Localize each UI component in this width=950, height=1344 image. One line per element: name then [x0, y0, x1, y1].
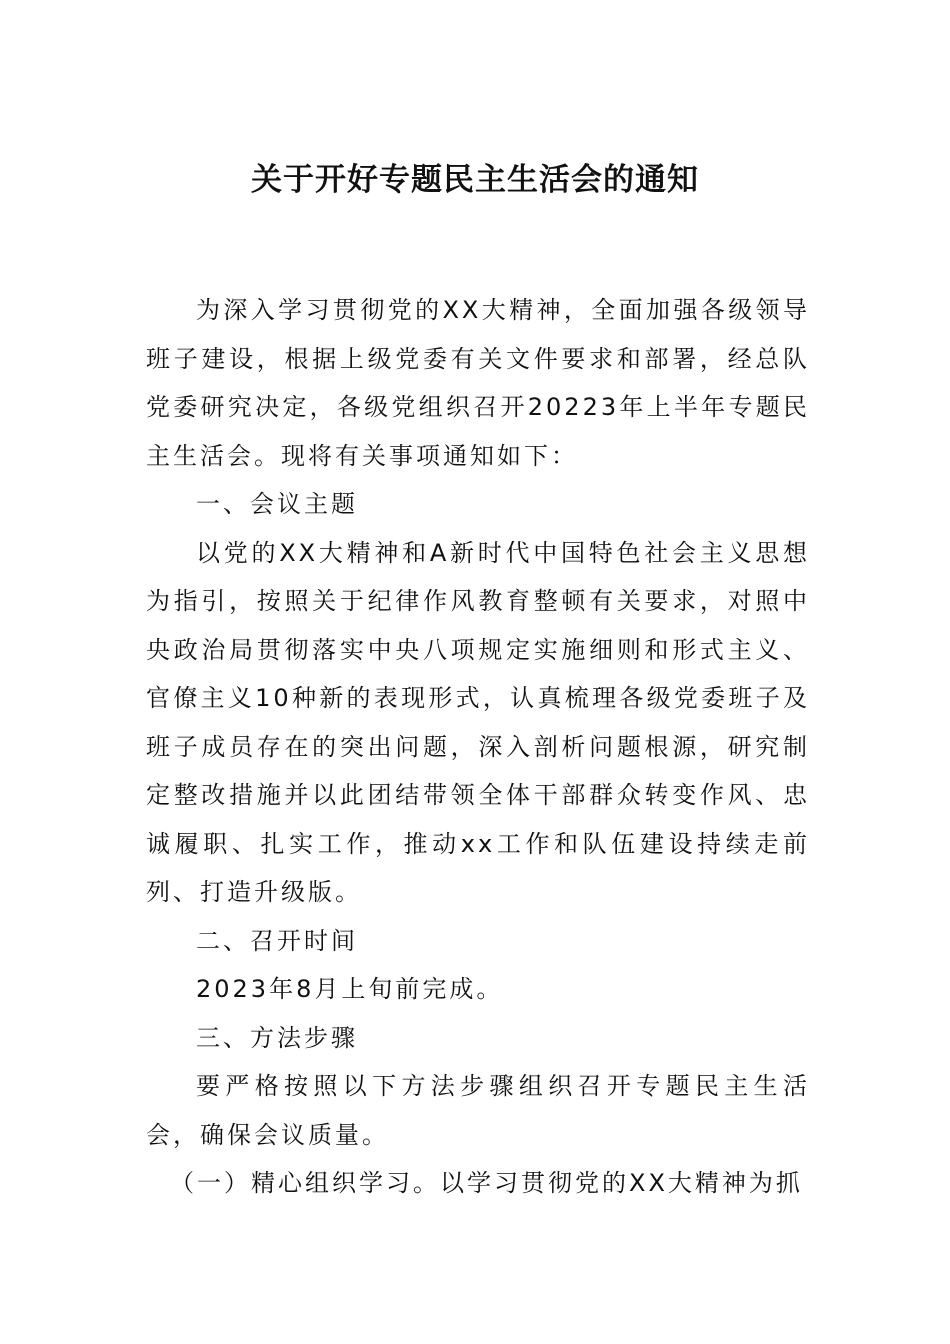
- step-one-paragraph: （一）精心组织学习。以学习贯彻党的XX大精神为抓: [170, 1169, 803, 1197]
- document-body: [146, 286, 810, 1208]
- section-heading-theme: 一、会议主题: [196, 490, 358, 518]
- document-title: 关于开好专题民主生活会的通知: [251, 162, 699, 198]
- section-heading-steps: 三、方法步骤: [196, 1023, 358, 1052]
- steps-paragraph: 要严格按照以下方法步骤组织召开专题民主生活会，确保会议质量。: [146, 1072, 810, 1149]
- time-paragraph: 2023年8月上旬前完成。: [196, 975, 504, 1003]
- theme-paragraph: 以党的XX大精神和A新时代中国特色社会主义思想为指引，按照关于纪律作风教育整顿有关要求，对照中央政治局贯彻落实中央八项规定实施细则和形式主义、官僚主义10种新的表现形式，认真梳理各级党委班子及班子成员存在的突出问题，深入剖析问题根源，研究制定整改措施并以此团结带领全体干部群众转变作风、忠诚履职、扎实工作，推动xx工作和队伍建设持续走前列、打造升级版。: [146, 538, 810, 906]
- section-heading-time: 二、召开时间: [196, 926, 358, 955]
- intro-paragraph: 为深入学习贯彻党的XX大精神，全面加强各级领导班子建设，根据上级党委有关文件要求和部署，经总队党委研究决定，各级党组织召开20223年上半年专题民主生活会。现将有关事项通知如下：: [146, 296, 810, 470]
